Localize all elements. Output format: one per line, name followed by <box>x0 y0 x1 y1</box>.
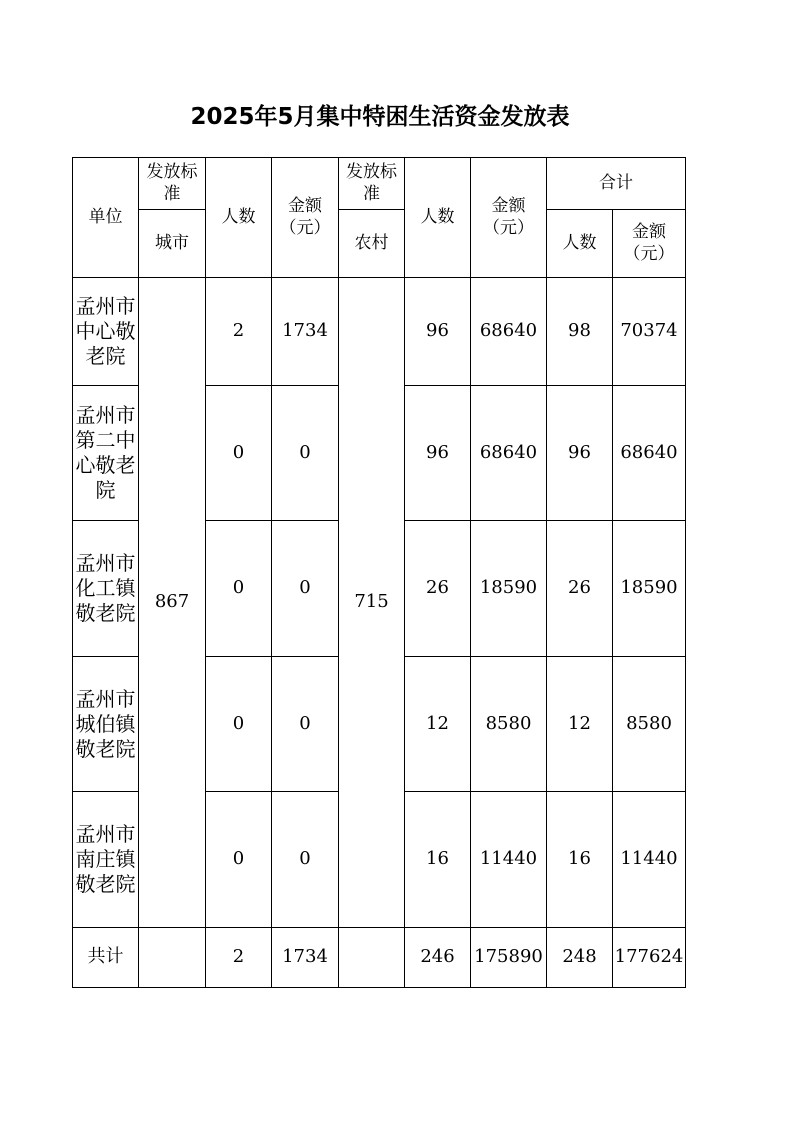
unit-name: 孟州市化工镇敬老院 <box>73 521 139 657</box>
rural-count-cell: 96 <box>405 386 471 521</box>
city-standard-value: 867 <box>139 278 206 928</box>
header-city: 城市 <box>139 210 206 278</box>
city-amount-cell: 0 <box>272 792 339 928</box>
rural-count-cell: 16 <box>405 792 471 928</box>
total-amount-cell: 11440 <box>613 792 686 928</box>
header-count-city: 人数 <box>206 158 272 278</box>
rural-amount-cell: 18590 <box>471 521 547 657</box>
rural-standard-value: 715 <box>339 278 405 928</box>
total-amount-cell: 18590 <box>613 521 686 657</box>
totals-total-amount: 177624 <box>613 928 686 988</box>
unit-name: 孟州市城伯镇敬老院 <box>73 657 139 792</box>
total-amount-cell: 8580 <box>613 657 686 792</box>
total-count-cell: 96 <box>547 386 613 521</box>
allowance-table <box>72 157 686 988</box>
rural-amount-cell: 8580 <box>471 657 547 792</box>
rural-count-cell: 12 <box>405 657 471 792</box>
totals-rural-amount: 175890 <box>471 928 547 988</box>
city-amount-cell: 0 <box>272 521 339 657</box>
header-total-amount: 金额（元） <box>613 210 686 278</box>
city-amount-cell: 0 <box>272 657 339 792</box>
city-count-cell: 0 <box>206 521 272 657</box>
unit-name: 孟州市南庄镇敬老院 <box>73 792 139 928</box>
header-standard-city: 发放标准 <box>139 158 206 210</box>
total-count-cell: 98 <box>547 278 613 386</box>
table-row <box>73 278 686 386</box>
total-amount-cell: 70374 <box>613 278 686 386</box>
total-count-cell: 26 <box>547 521 613 657</box>
totals-rural-standard-cell <box>339 928 405 988</box>
totals-row <box>73 928 686 988</box>
city-amount-cell: 1734 <box>272 278 339 386</box>
totals-city-count: 2 <box>206 928 272 988</box>
total-amount-cell: 68640 <box>613 386 686 521</box>
unit-name: 孟州市中心敬老院 <box>73 278 139 386</box>
totals-city-standard-cell <box>139 928 206 988</box>
total-count-cell: 16 <box>547 792 613 928</box>
totals-city-amount: 1734 <box>272 928 339 988</box>
rural-amount-cell: 68640 <box>471 278 547 386</box>
city-count-cell: 0 <box>206 386 272 521</box>
header-row-2 <box>73 210 686 278</box>
header-total: 合计 <box>547 158 686 210</box>
page-title: 2025年5月集中特困生活资金发放表 <box>190 104 570 130</box>
rural-count-cell: 96 <box>405 278 471 386</box>
totals-rural-count: 246 <box>405 928 471 988</box>
header-amount-rural: 金额（元） <box>471 158 547 278</box>
header-count-rural: 人数 <box>405 158 471 278</box>
city-count-cell: 2 <box>206 278 272 386</box>
header-amount-city: 金额（元） <box>272 158 339 278</box>
header-total-count: 人数 <box>547 210 613 278</box>
rural-amount-cell: 68640 <box>471 386 547 521</box>
city-amount-cell: 0 <box>272 386 339 521</box>
totals-total-count: 248 <box>547 928 613 988</box>
header-standard-rural: 发放标准 <box>339 158 405 210</box>
total-count-cell: 12 <box>547 657 613 792</box>
totals-label: 共计 <box>73 928 139 988</box>
rural-amount-cell: 11440 <box>471 792 547 928</box>
rural-count-cell: 26 <box>405 521 471 657</box>
header-rural: 农村 <box>339 210 405 278</box>
unit-name: 孟州市第二中心敬老院 <box>73 386 139 521</box>
header-row-1 <box>73 158 686 210</box>
header-unit: 单位 <box>73 158 139 278</box>
city-count-cell: 0 <box>206 657 272 792</box>
city-count-cell: 0 <box>206 792 272 928</box>
